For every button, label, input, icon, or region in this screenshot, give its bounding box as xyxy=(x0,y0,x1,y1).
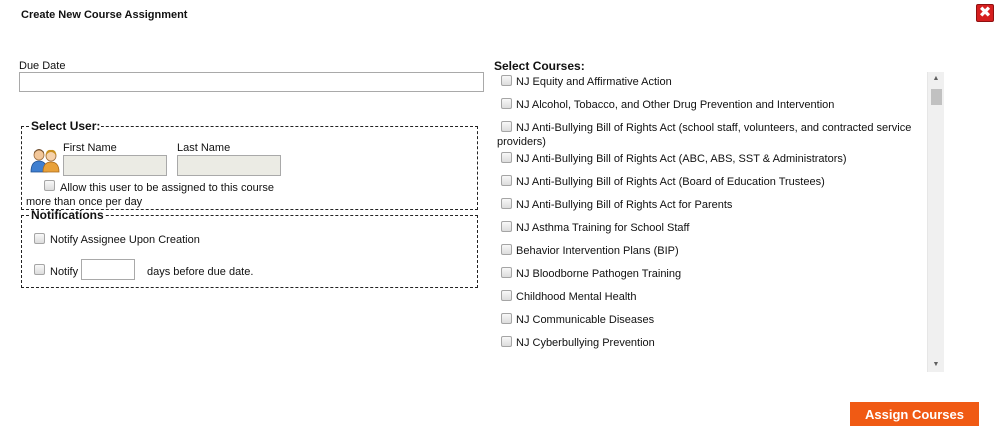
course-checkbox[interactable] xyxy=(501,121,512,132)
course-checkbox[interactable] xyxy=(501,336,512,347)
course-label: NJ Anti-Bullying Bill of Rights Act (ABC, ABS, SST & Administrators) xyxy=(516,153,847,165)
scroll-down-arrow-icon[interactable]: ▼ xyxy=(932,361,940,368)
close-icon[interactable]: ✖ xyxy=(976,4,994,22)
notify-days-input[interactable] xyxy=(81,259,135,280)
course-label: NJ Alcohol, Tobacco, and Other Drug Prevention and Intervention xyxy=(516,99,835,111)
course-item[interactable] xyxy=(494,287,926,310)
course-item[interactable] xyxy=(494,195,926,218)
users-icon xyxy=(30,147,60,173)
notify-days-checkbox[interactable] xyxy=(34,264,45,275)
course-item[interactable] xyxy=(494,310,926,333)
course-checkbox[interactable] xyxy=(501,75,512,86)
course-checkbox[interactable] xyxy=(501,267,512,278)
course-label: NJ Cyberbullying Prevention xyxy=(516,337,655,349)
course-item[interactable] xyxy=(494,264,926,287)
scroll-thumb[interactable] xyxy=(931,89,942,105)
due-date-label: Due Date xyxy=(19,60,66,72)
course-item[interactable] xyxy=(494,118,926,149)
course-item[interactable] xyxy=(494,333,926,356)
select-user-legend: Select User: xyxy=(31,119,101,133)
course-list[interactable] xyxy=(494,72,926,372)
course-checkbox[interactable] xyxy=(501,290,512,301)
course-item[interactable] xyxy=(494,218,926,241)
course-list-scrollbar[interactable] xyxy=(927,72,944,372)
last-name-input[interactable] xyxy=(177,155,281,176)
course-label: Behavior Intervention Plans (BIP) xyxy=(516,245,679,257)
course-label: NJ Equity and Affirmative Action xyxy=(516,76,672,88)
course-checkbox[interactable] xyxy=(501,221,512,232)
first-name-label: First Name xyxy=(63,142,117,154)
select-user-section xyxy=(21,119,478,210)
select-courses-label: Select Courses: xyxy=(494,59,585,73)
course-checkbox[interactable] xyxy=(501,152,512,163)
course-label: NJ Anti-Bullying Bill of Rights Act for Parents xyxy=(516,199,733,211)
allow-multiple-label-continued: more than once per day xyxy=(26,196,143,208)
course-label: Childhood Mental Health xyxy=(516,291,637,303)
notify-creation-label: Notify Assignee Upon Creation xyxy=(50,234,200,246)
scroll-up-arrow-icon[interactable]: ▲ xyxy=(932,75,940,82)
course-item[interactable] xyxy=(494,72,926,95)
course-label: NJ Communicable Diseases xyxy=(516,314,655,326)
course-item[interactable] xyxy=(494,95,926,118)
notifications-legend: Notifications xyxy=(31,208,104,222)
course-label: NJ Bloodborne Pathogen Training xyxy=(516,268,682,280)
course-checkbox[interactable] xyxy=(501,198,512,209)
assign-courses-button[interactable]: Assign Courses xyxy=(850,402,979,426)
course-item[interactable] xyxy=(494,241,926,264)
notify-label: Notify xyxy=(50,266,79,278)
course-label: NJ Asthma Training for School Staff xyxy=(516,222,690,234)
notifications-section xyxy=(21,208,478,288)
first-name-input[interactable] xyxy=(63,155,167,176)
days-before-label: days before due date. xyxy=(147,266,254,278)
course-checkbox[interactable] xyxy=(501,244,512,255)
due-date-input[interactable] xyxy=(19,72,484,92)
allow-multiple-checkbox[interactable] xyxy=(44,180,55,191)
course-item[interactable] xyxy=(494,172,926,195)
course-checkbox[interactable] xyxy=(501,98,512,109)
dialog-title: Create New Course Assignment xyxy=(21,9,188,21)
course-checkbox[interactable] xyxy=(501,175,512,186)
notify-creation-checkbox[interactable] xyxy=(34,233,45,244)
course-item[interactable] xyxy=(494,149,926,172)
allow-multiple-label: Allow this user to be assigned to this course xyxy=(60,182,275,194)
course-label: NJ Anti-Bullying Bill of Rights Act (Board of Education Trustees) xyxy=(516,176,825,188)
course-checkbox[interactable] xyxy=(501,313,512,324)
last-name-label: Last Name xyxy=(177,142,231,154)
course-label: NJ Anti-Bullying Bill of Rights Act (school staff, volunteers, and contracted service providers) xyxy=(497,122,912,148)
